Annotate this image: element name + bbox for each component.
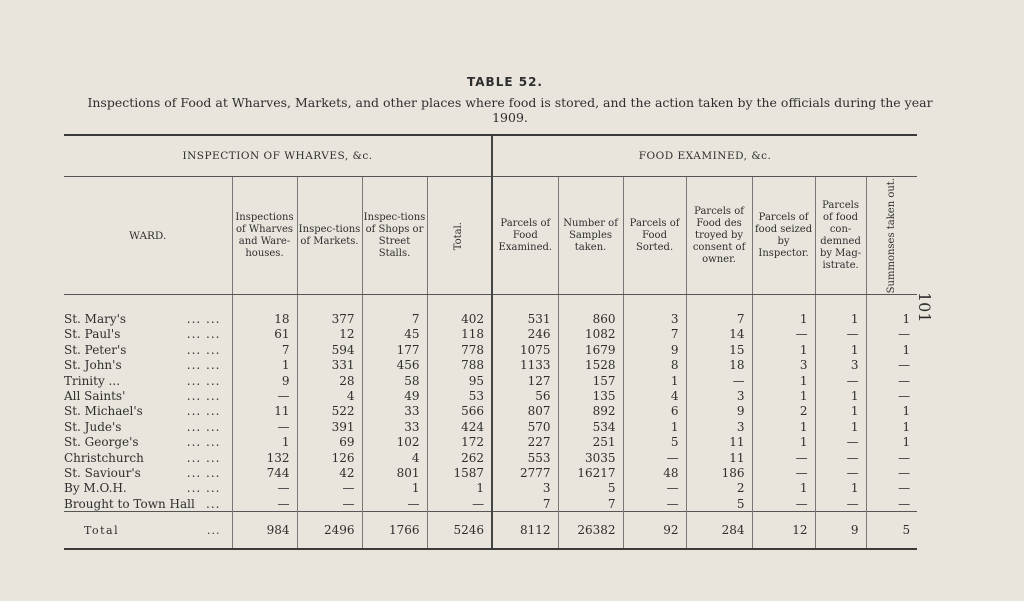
data-cell: 28 [297, 373, 362, 388]
data-cell: 424 [427, 419, 492, 434]
ward-name: St. Saviour's [64, 465, 141, 480]
col-header-parcels-seized: Parcels of food seized by Inspector. [752, 177, 815, 295]
leader-dots: ... ... [186, 388, 221, 403]
leader-dots: ... ... [186, 358, 221, 373]
data-cell: 3 [815, 357, 866, 372]
data-cell: — [815, 450, 866, 465]
data-cell: 1 [752, 481, 815, 496]
data-cell: 118 [427, 327, 492, 342]
col-header-summonses-label: Summonses taken out. [885, 178, 897, 294]
data-cell: 2777 [492, 465, 558, 480]
ward-cell [64, 342, 232, 357]
data-cell: 456 [362, 357, 427, 372]
data-cell: 331 [297, 357, 362, 372]
data-cell: 801 [362, 465, 427, 480]
data-cell: 744 [232, 465, 297, 480]
data-cell: 5246 [427, 512, 492, 550]
spacer-cell [815, 295, 866, 312]
ward-name: St. Michael's [64, 404, 143, 419]
data-cell: 4 [362, 450, 427, 465]
spacer-cell [427, 295, 492, 312]
ward-cell [64, 388, 232, 403]
data-cell: 227 [492, 434, 558, 449]
col-header-wharves: Inspections of Wharves and Ware-houses. [232, 177, 297, 295]
data-cell: 377 [297, 311, 362, 326]
leader-dots: ... ... [186, 465, 221, 480]
data-cell: 1 [752, 373, 815, 388]
data-cell: 95 [427, 373, 492, 388]
data-cell: 566 [427, 404, 492, 419]
data-cell: — [623, 496, 686, 512]
data-cell: — [866, 357, 917, 372]
data-cell: 127 [492, 373, 558, 388]
data-cell: 7 [232, 342, 297, 357]
data-cell: 1766 [362, 512, 427, 550]
data-cell: 49 [362, 388, 427, 403]
data-cell: 11 [686, 450, 752, 465]
data-cell: 48 [623, 465, 686, 480]
data-cell: 778 [427, 342, 492, 357]
data-cell: 12 [297, 327, 362, 342]
data-cell: 1 [866, 311, 917, 326]
data-cell: 12 [752, 512, 815, 550]
ward-cell [64, 311, 232, 326]
data-cell: — [815, 327, 866, 342]
data-cell: — [866, 388, 917, 403]
data-cell: — [232, 481, 297, 496]
data-cell: 172 [427, 434, 492, 449]
data-cell: — [815, 373, 866, 388]
spacer-cell [558, 295, 623, 312]
col-header-parcels-sorted: Parcels of Food Sorted. [623, 177, 686, 295]
data-cell: 892 [558, 404, 623, 419]
spacer-cell [232, 295, 297, 312]
table-row [64, 450, 917, 465]
data-cell: 18 [232, 311, 297, 326]
table-title: TABLE 52. [467, 75, 543, 89]
data-cell: — [232, 419, 297, 434]
leader-dots: ... ... [186, 450, 221, 465]
data-cell: 1 [815, 419, 866, 434]
data-cell: 132 [232, 450, 297, 465]
ward-cell [64, 496, 232, 512]
spacer-row [64, 295, 917, 312]
ward-name: St. George's [64, 435, 139, 450]
data-cell: 135 [558, 388, 623, 403]
data-cell: — [297, 496, 362, 512]
ward-cell [64, 327, 232, 342]
data-cell: 26382 [558, 512, 623, 550]
col-header-parcels-examined: Parcels of Food Examined. [492, 177, 558, 295]
spacer-cell [362, 295, 427, 312]
data-cell: 69 [297, 434, 362, 449]
data-cell: 1 [752, 419, 815, 434]
data-cell: 45 [362, 327, 427, 342]
col-header-total-label: Total. [453, 221, 465, 250]
data-cell: 531 [492, 311, 558, 326]
data-cell: 9 [623, 342, 686, 357]
data-cell: — [815, 496, 866, 512]
data-cell: 33 [362, 404, 427, 419]
ward-name: Trinity ... [64, 373, 121, 388]
ward-name: St. John's [64, 358, 122, 373]
data-cell: 7 [362, 311, 427, 326]
data-cell: — [866, 327, 917, 342]
table-row [64, 496, 917, 512]
table-caption: Inspections of Food at Wharves, Markets, and other places where food is stored, and the action taken by the officials during the year 1909. [87, 95, 933, 125]
ward-name: By M.O.H. [64, 481, 127, 496]
data-cell: 1 [362, 481, 427, 496]
ward-cell [64, 404, 232, 419]
col-header-ward: WARD. [64, 177, 232, 295]
total-row [64, 512, 917, 550]
data-cell: — [427, 496, 492, 512]
data-cell: 5 [623, 434, 686, 449]
data-cell: 402 [427, 311, 492, 326]
data-cell: 1 [232, 357, 297, 372]
data-cell: — [866, 373, 917, 388]
data-cell: 157 [558, 373, 623, 388]
ward-cell [64, 373, 232, 388]
col-header-shops: Inspec-tions of Shops or Street Stalls. [362, 177, 427, 295]
spacer-cell [866, 295, 917, 312]
data-cell: 8112 [492, 512, 558, 550]
ward-name: St. Peter's [64, 342, 127, 357]
data-cell: 3 [686, 388, 752, 403]
data-cell: 522 [297, 404, 362, 419]
page-number: 101 [915, 292, 934, 323]
data-cell: 7 [492, 496, 558, 512]
data-cell: 1 [623, 419, 686, 434]
data-cell: 1 [815, 342, 866, 357]
col-header-summonses [866, 177, 917, 295]
group-header-inspection: INSPECTION OF WHARVES, &c. [64, 135, 492, 177]
leader-dots: ... ... [186, 419, 221, 434]
table-row [64, 434, 917, 449]
data-cell: 1133 [492, 357, 558, 372]
data-cell: 1 [752, 388, 815, 403]
data-cell: 33 [362, 419, 427, 434]
group-header-row [64, 135, 917, 177]
data-cell: — [752, 496, 815, 512]
data-cell: 126 [297, 450, 362, 465]
data-cell: — [623, 481, 686, 496]
data-cell: 42 [297, 465, 362, 480]
data-cell: — [752, 450, 815, 465]
data-cell: 1082 [558, 327, 623, 342]
data-cell: 1 [866, 404, 917, 419]
table-body [64, 295, 917, 550]
data-cell: 807 [492, 404, 558, 419]
ward-cell [64, 465, 232, 480]
data-cell: 570 [492, 419, 558, 434]
data-cell: 11 [232, 404, 297, 419]
leader-dots: ... ... [186, 481, 221, 496]
leader-dots: ... ... [186, 404, 221, 419]
ward-name: St. Jude's [64, 419, 122, 434]
leader-dots: ... [207, 523, 221, 537]
data-cell: 4 [623, 388, 686, 403]
spacer-cell [64, 295, 232, 312]
table-row [64, 481, 917, 496]
data-cell: 3035 [558, 450, 623, 465]
data-cell: — [362, 496, 427, 512]
data-cell: 391 [297, 419, 362, 434]
data-cell: 2 [686, 481, 752, 496]
data-cell: 177 [362, 342, 427, 357]
spacer-cell [752, 295, 815, 312]
data-cell: 262 [427, 450, 492, 465]
table-row [64, 388, 917, 403]
data-cell: 1 [752, 434, 815, 449]
data-cell: — [866, 481, 917, 496]
data-cell: 1 [623, 373, 686, 388]
data-cell: 3 [492, 481, 558, 496]
data-cell: 9 [686, 404, 752, 419]
data-cell: 5 [686, 496, 752, 512]
data-cell: 56 [492, 388, 558, 403]
data-cell: 4 [297, 388, 362, 403]
data-cell: 102 [362, 434, 427, 449]
data-cell: — [752, 465, 815, 480]
data-cell: 7 [686, 311, 752, 326]
data-cell: 1 [866, 434, 917, 449]
data-cell: 251 [558, 434, 623, 449]
leader-dots: ... ... [186, 373, 221, 388]
data-cell: 553 [492, 450, 558, 465]
data-cell: — [815, 465, 866, 480]
data-cell: 3 [686, 419, 752, 434]
group-header-food: FOOD EXAMINED, &c. [492, 135, 917, 177]
ward-cell [64, 450, 232, 465]
ward-cell [64, 434, 232, 449]
col-header-total [427, 177, 492, 295]
data-cell: 186 [686, 465, 752, 480]
ward-name: St. Mary's [64, 312, 127, 326]
data-cell: 1075 [492, 342, 558, 357]
col-header-parcels-condemned: Parcels of food con-demned by Mag-istrate. [815, 177, 866, 295]
data-cell: — [866, 465, 917, 480]
data-cell: — [232, 496, 297, 512]
food-inspection-table [64, 134, 917, 550]
data-cell: 1679 [558, 342, 623, 357]
ward-name: Brought to Town Hall [64, 496, 195, 511]
col-header-samples: Number of Samples taken. [558, 177, 623, 295]
data-cell: 1 [232, 434, 297, 449]
ward-cell [64, 357, 232, 372]
data-cell: 16217 [558, 465, 623, 480]
data-cell: 14 [686, 327, 752, 342]
data-cell: 9 [815, 512, 866, 550]
data-cell: — [752, 327, 815, 342]
data-cell: 15 [686, 342, 752, 357]
data-cell: 1 [815, 311, 866, 326]
table-row [64, 465, 917, 480]
data-cell: 53 [427, 388, 492, 403]
leader-dots: ... ... [186, 342, 221, 357]
data-cell: 1 [752, 342, 815, 357]
table-row [64, 342, 917, 357]
ward-name: All Saints' [64, 388, 126, 403]
data-cell: 246 [492, 327, 558, 342]
data-cell: — [623, 450, 686, 465]
table-row [64, 327, 917, 342]
data-cell: 2 [752, 404, 815, 419]
column-header-row [64, 177, 917, 295]
ward-cell [64, 481, 232, 496]
data-cell: 1 [752, 311, 815, 326]
data-cell: 1 [815, 404, 866, 419]
data-cell: 1 [427, 481, 492, 496]
spacer-cell [686, 295, 752, 312]
leader-dots: ... ... [186, 312, 221, 326]
data-cell: 11 [686, 434, 752, 449]
table-row [64, 373, 917, 388]
table-row [64, 357, 917, 372]
data-cell: 3 [623, 311, 686, 326]
data-cell: 58 [362, 373, 427, 388]
data-cell: 534 [558, 419, 623, 434]
leader-dots: ... ... [186, 435, 221, 450]
spacer-cell [492, 295, 558, 312]
total-label-cell [64, 512, 232, 550]
spacer-cell [623, 295, 686, 312]
data-cell: 5 [558, 481, 623, 496]
table-row [64, 311, 917, 326]
col-header-markets: Inspec-tions of Markets. [297, 177, 362, 295]
leader-dots: ... ... [186, 327, 221, 342]
data-cell: 1 [866, 419, 917, 434]
total-label: Total [84, 523, 120, 537]
data-cell: 1 [815, 481, 866, 496]
data-cell: — [686, 373, 752, 388]
data-cell: — [866, 450, 917, 465]
data-cell: — [297, 481, 362, 496]
data-cell: 61 [232, 327, 297, 342]
data-cell: 860 [558, 311, 623, 326]
data-cell: 5 [866, 512, 917, 550]
data-cell: 8 [623, 357, 686, 372]
ward-name: Christchurch [64, 450, 144, 465]
leader-dots: ... [206, 496, 221, 511]
data-cell: 984 [232, 512, 297, 550]
data-cell: 9 [232, 373, 297, 388]
col-header-parcels-destroyed: Parcels of Food des troyed by consent of owner. [686, 177, 752, 295]
table-row [64, 404, 917, 419]
spacer-cell [297, 295, 362, 312]
data-cell: — [866, 496, 917, 512]
ward-name: St. Paul's [64, 327, 121, 342]
data-cell: 18 [686, 357, 752, 372]
ward-cell [64, 419, 232, 434]
data-cell: 788 [427, 357, 492, 372]
data-cell: 2496 [297, 512, 362, 550]
data-cell: — [815, 434, 866, 449]
data-cell: 284 [686, 512, 752, 550]
data-cell: 92 [623, 512, 686, 550]
data-cell: — [232, 388, 297, 403]
data-cell: 6 [623, 404, 686, 419]
data-cell: 1587 [427, 465, 492, 480]
data-cell: 1 [815, 388, 866, 403]
data-cell: 1 [866, 342, 917, 357]
data-cell: 7 [623, 327, 686, 342]
data-cell: 594 [297, 342, 362, 357]
data-cell: 3 [752, 357, 815, 372]
table-row [64, 419, 917, 434]
data-cell: 1528 [558, 357, 623, 372]
data-cell: 7 [558, 496, 623, 512]
